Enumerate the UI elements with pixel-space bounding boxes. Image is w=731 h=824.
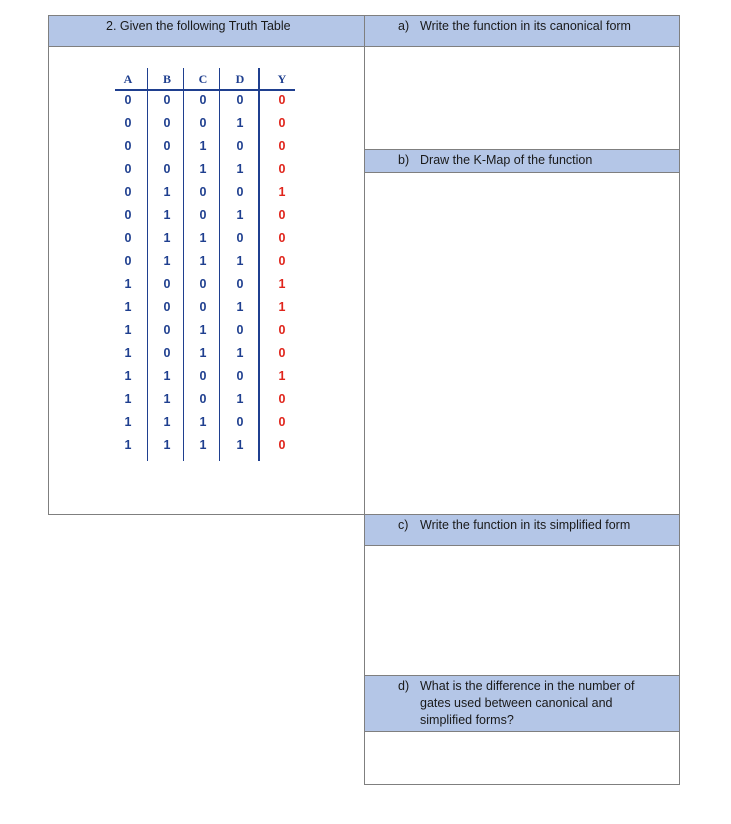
- question-c-label: c): [398, 518, 409, 532]
- truth-table-cell: 1: [236, 208, 244, 222]
- truth-table-cell: 1: [124, 438, 132, 452]
- truth-table-header-cell: [48, 15, 365, 47]
- truth-table-cell: 1: [124, 415, 132, 429]
- truth-table-cell: 0: [199, 116, 207, 130]
- truth-table-cell: 1: [236, 438, 244, 452]
- truth-table-cell: 1: [236, 254, 244, 268]
- question-b-label: b): [398, 153, 410, 167]
- truth-table-cell: 1: [124, 277, 132, 291]
- truth-table-cell: 1: [124, 392, 132, 406]
- truth-table-col-b: B: [162, 72, 171, 86]
- question-d-label: d): [398, 679, 410, 693]
- truth-table-cell: 0: [199, 300, 207, 314]
- truth-table-col-a: A: [123, 72, 133, 86]
- truth-table-cell: 0: [278, 139, 286, 153]
- question-a-text: Write the function in its canonical form: [420, 19, 631, 33]
- truth-table: [115, 68, 295, 458]
- truth-table-cell: 1: [163, 369, 171, 383]
- truth-table-cell: 1: [278, 185, 286, 199]
- truth-table-cell: 0: [124, 254, 132, 268]
- truth-table-cell: 0: [124, 185, 132, 199]
- question-c-text: Write the function in its simplified form: [420, 518, 631, 532]
- truth-table-cell: 0: [163, 116, 171, 130]
- truth-table-cell: 1: [199, 346, 207, 360]
- truth-table-cell: 1: [163, 438, 171, 452]
- truth-table-cell: 1: [278, 277, 286, 291]
- truth-table-cell: 1: [199, 323, 207, 337]
- answer-c-area[interactable]: [364, 545, 680, 676]
- question-b-text: Draw the K-Map of the function: [420, 153, 593, 167]
- truth-table-header-text: 2. Given the following Truth Table: [106, 19, 291, 33]
- truth-table-cell: 0: [236, 93, 244, 107]
- question-a-header: [364, 15, 680, 47]
- truth-table-cell: 1: [199, 139, 207, 153]
- question-b-header: [364, 149, 680, 173]
- truth-table-cell: 0: [278, 162, 286, 176]
- truth-table-cell: 1: [124, 323, 132, 337]
- truth-table-cell: 1: [163, 208, 171, 222]
- truth-table-cell: 1: [163, 185, 171, 199]
- truth-table-cell: 1: [236, 116, 244, 130]
- answer-d-area[interactable]: [364, 731, 680, 785]
- truth-table-divider: [258, 68, 260, 461]
- truth-table-cell: 1: [199, 415, 207, 429]
- truth-table-divider: [219, 68, 220, 461]
- truth-table-col-c: C: [198, 72, 208, 86]
- truth-table-cell: 0: [199, 369, 207, 383]
- truth-table-cell: 0: [278, 392, 286, 406]
- question-d-header: [364, 675, 680, 732]
- truth-table-cell: 0: [199, 392, 207, 406]
- truth-table-cell: 1: [236, 392, 244, 406]
- truth-table-cell: 0: [236, 323, 244, 337]
- truth-table-cell: 0: [199, 277, 207, 291]
- truth-table-cell: 1: [163, 231, 171, 245]
- truth-table-cell: 1: [199, 231, 207, 245]
- truth-table-cell: 0: [278, 254, 286, 268]
- truth-table-cell: 0: [199, 93, 207, 107]
- truth-table-cell: 0: [278, 116, 286, 130]
- truth-table-cell: 0: [163, 323, 171, 337]
- truth-table-cell: 0: [278, 415, 286, 429]
- truth-table-cell: 1: [236, 162, 244, 176]
- truth-table-cell: 0: [278, 208, 286, 222]
- truth-table-col-d: D: [235, 72, 245, 86]
- truth-table-cell: 1: [278, 369, 286, 383]
- truth-table-cell: 0: [236, 231, 244, 245]
- truth-table-cell: 0: [124, 231, 132, 245]
- truth-table-cell: 0: [163, 139, 171, 153]
- truth-table-cell: 0: [124, 139, 132, 153]
- truth-table-cell: 1: [124, 300, 132, 314]
- question-d-text: What is the difference in the number of gates used between canonical and simplified forms?: [420, 679, 635, 727]
- question-c-header: [364, 514, 680, 546]
- truth-table-cell: 0: [236, 277, 244, 291]
- truth-table-cell: 1: [278, 300, 286, 314]
- truth-table-cell: 0: [199, 208, 207, 222]
- truth-table-cell: 0: [124, 162, 132, 176]
- truth-table-divider: [147, 68, 148, 461]
- truth-table-cell: 1: [163, 392, 171, 406]
- truth-table-cell: 0: [163, 346, 171, 360]
- truth-table-cell: 0: [199, 185, 207, 199]
- truth-table-header-rule: [115, 89, 295, 91]
- truth-table-cell: 0: [278, 93, 286, 107]
- truth-table-cell: 0: [163, 300, 171, 314]
- truth-table-cell: 1: [163, 415, 171, 429]
- truth-table-cell: 0: [236, 185, 244, 199]
- truth-table-cell: 1: [124, 369, 132, 383]
- truth-table-cell: 1: [236, 300, 244, 314]
- truth-table-cell: 0: [124, 93, 132, 107]
- truth-table-cell: 1: [163, 254, 171, 268]
- truth-table-cell: 0: [278, 323, 286, 337]
- truth-table-cell: 1: [199, 162, 207, 176]
- truth-table-cell: 0: [278, 231, 286, 245]
- answer-b-area[interactable]: [364, 172, 680, 515]
- truth-table-cell: 1: [199, 254, 207, 268]
- truth-table-cell: 1: [124, 346, 132, 360]
- answer-a-area[interactable]: [364, 46, 680, 150]
- truth-table-cell: 0: [124, 116, 132, 130]
- truth-table-cell: 0: [236, 369, 244, 383]
- truth-table-cell: 0: [278, 346, 286, 360]
- truth-table-cell: 0: [124, 208, 132, 222]
- truth-table-divider: [183, 68, 184, 461]
- truth-table-cell: 0: [163, 162, 171, 176]
- truth-table-cell: 1: [199, 438, 207, 452]
- truth-table-cell: 1: [236, 346, 244, 360]
- truth-table-col-y: Y: [277, 72, 287, 86]
- truth-table-cell: 0: [236, 415, 244, 429]
- truth-table-cell: 0: [163, 277, 171, 291]
- truth-table-cell: 0: [278, 438, 286, 452]
- truth-table-cell: 0: [163, 93, 171, 107]
- truth-table-cell: 0: [236, 139, 244, 153]
- question-a-label: a): [398, 19, 410, 33]
